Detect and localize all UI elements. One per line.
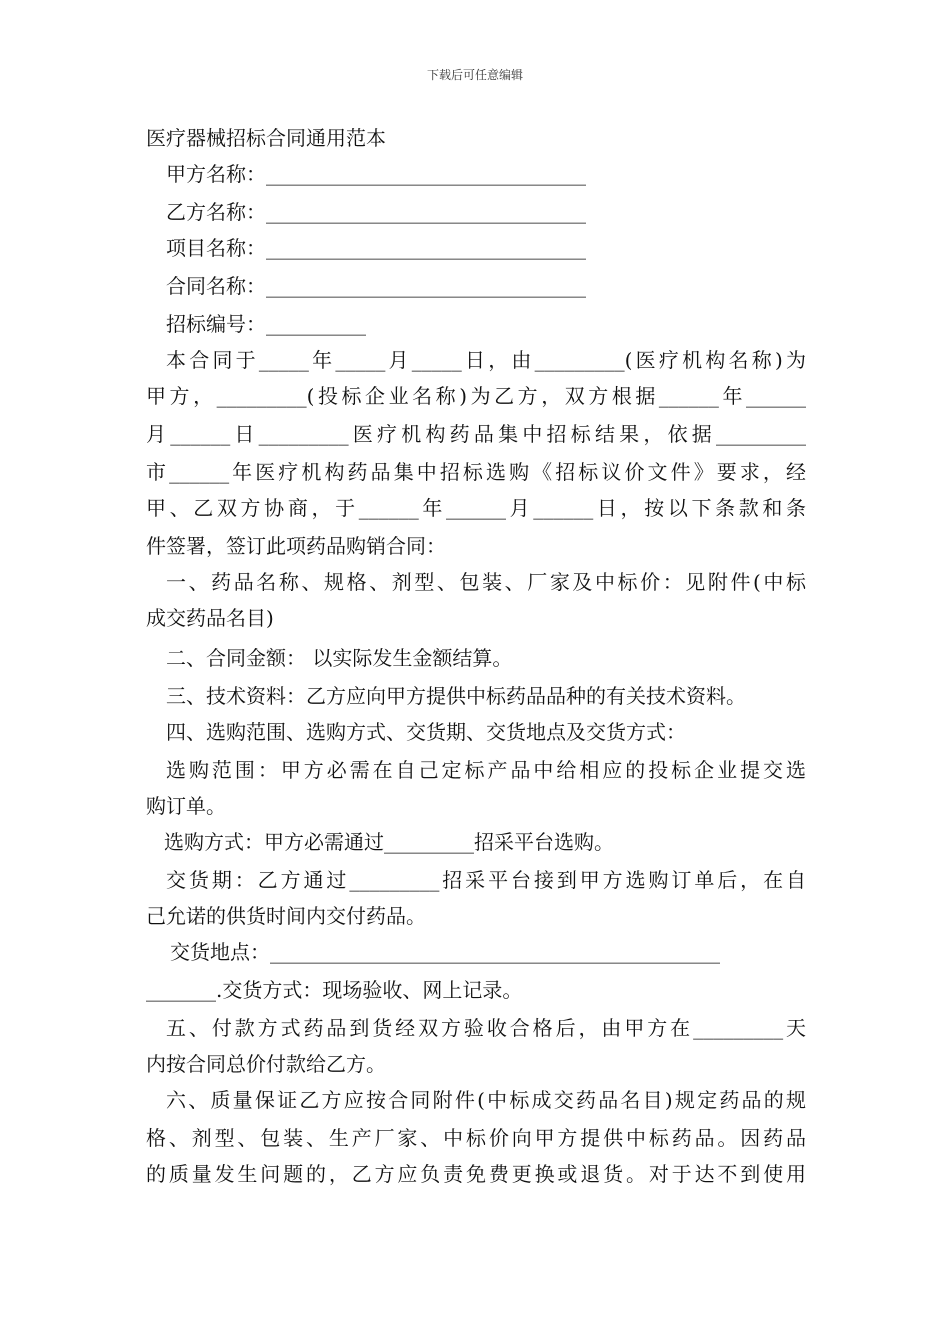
method-line: 选购方式：甲方必需通过_________招采平台选购。 [164,830,614,854]
paragraph-line: 甲方，_________(投标企业名称)为乙方，双方根据______年______ [146,384,806,408]
delivery-period-line: 交货期：乙方通过_________招采平台接到甲方选购订单后，在自 [166,868,806,892]
page-header: 下载后可任意编辑 [426,68,523,82]
clause-4-line: 四、选购范围、选购方式、交货期、交货地点及交货方式： [166,720,686,744]
clause-6-line: 的质量发生问题的，乙方应负责免费更换或退货。对于达不到使用 [146,1162,806,1186]
party-a-name-line: 甲方名称：________________________________ [166,162,586,186]
scope-line: 购订单。 [146,794,226,818]
clause-3-line: 三、技术资料：乙方应向甲方提供中标药品品种的有关技术资料。 [166,684,746,708]
scope-line: 选购范围：甲方必需在自己定标产品中给相应的投标企业提交选 [166,758,806,782]
party-b-name-line: 乙方名称：________________________________ [166,200,586,224]
delivery-location-line: 交货地点：_____________________________________________ [170,940,720,964]
clause-1-line: 成交药品名目) [146,606,274,630]
project-name-line: 项目名称：________________________________ [166,236,586,260]
paragraph-line: 本合同于_____年_____月_____日，由_________(医疗机构名称)为 [166,348,806,372]
clause-6-line: 六、质量保证乙方应按合同附件(中标成交药品名目)规定药品的规 [166,1088,806,1112]
tender-number-line: 招标编号：__________ [166,312,366,336]
clause-1-line: 一、药品名称、规格、剂型、包装、厂家及中标价：见附件(中标 [166,570,806,594]
clause-5-line: 内按合同总价付款给乙方。 [146,1052,386,1076]
paragraph-line: 件签署，签订此项药品购销合同： [146,534,446,558]
contract-name-line: 合同名称：________________________________ [166,274,586,298]
paragraph-line: 市______年医疗机构药品集中招标选购《招标议价文件》要求，经 [146,460,806,484]
document-title: 医疗器械招标合同通用范本 [146,126,386,150]
delivery-period-line: 己允诺的供货时间内交付药品。 [146,904,426,928]
paragraph-line: 月______日_________医疗机构药品集中招标结果，依据_________ [146,422,806,446]
delivery-method-line: _______.交货方式：现场验收、网上记录。 [146,978,523,1002]
clause-6-line: 格、剂型、包装、生产厂家、中标价向甲方提供中标药品。因药品 [146,1126,806,1150]
clause-2-line: 二、合同金额： 以实际发生金额结算。 [166,646,513,670]
paragraph-line: 甲、乙双方协商，于______年______月______日，按以下条款和条 [146,496,806,520]
clause-5-line: 五、付款方式药品到货经双方验收合格后，由甲方在_________天 [166,1016,806,1040]
